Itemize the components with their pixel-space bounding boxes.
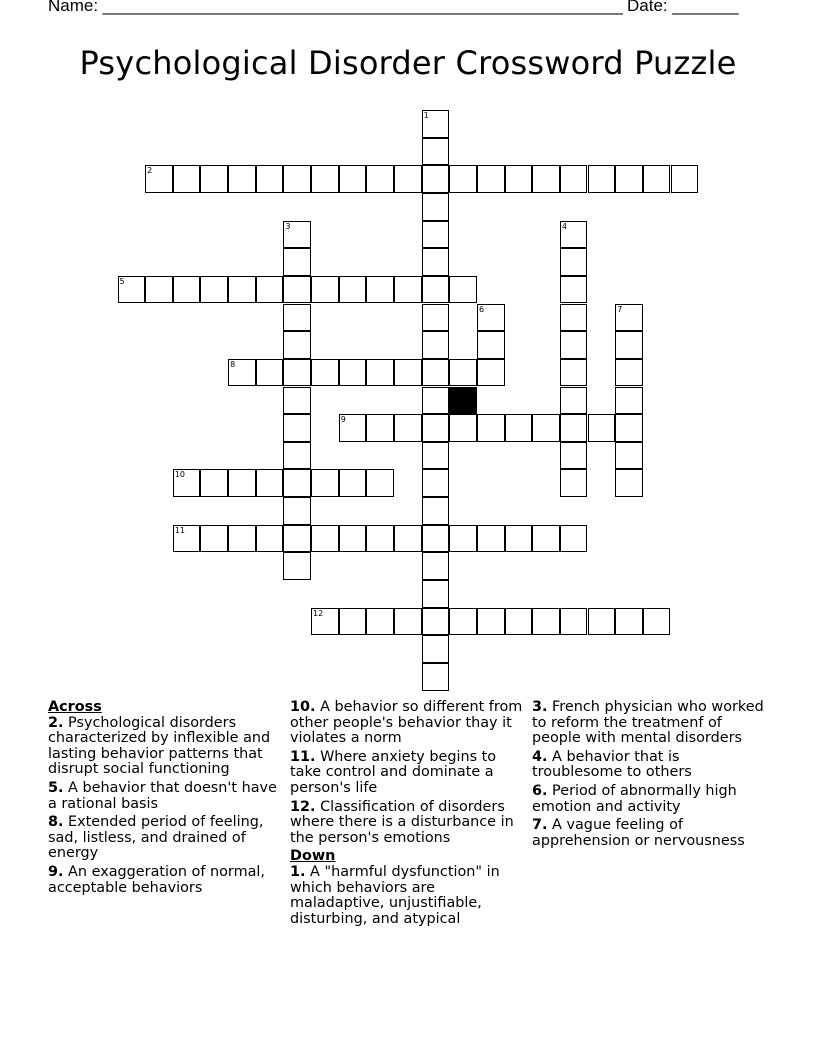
crossword-cell[interactable] — [560, 331, 588, 359]
crossword-cell[interactable] — [560, 608, 588, 636]
crossword-cell[interactable] — [145, 276, 173, 304]
name-field-line: Name: _______________________________________________________ — [48, 0, 623, 15]
crossword-cell[interactable] — [477, 304, 505, 332]
crossword-cell[interactable] — [200, 165, 228, 193]
cell-number: 6 — [478, 304, 485, 314]
crossword-cell[interactable] — [477, 525, 505, 553]
crossword-cell[interactable] — [422, 359, 450, 387]
clue-item — [532, 750, 772, 781]
crossword-cell[interactable] — [394, 359, 422, 387]
crossword-cell[interactable] — [311, 525, 339, 553]
crossword-cell[interactable] — [200, 276, 228, 304]
crossword-cell[interactable] — [339, 414, 367, 442]
crossword-cell[interactable] — [422, 110, 450, 138]
cell-number: 5 — [119, 276, 125, 286]
crossword-cell[interactable] — [560, 221, 588, 249]
crossword-cell[interactable] — [283, 497, 311, 525]
crossword-cell[interactable] — [422, 165, 450, 193]
crossword-cell[interactable] — [283, 469, 311, 497]
clue-number: 1. — [290, 863, 306, 880]
crossword-cell[interactable] — [588, 608, 616, 636]
clue-number: 12. — [290, 798, 316, 815]
crossword-cell[interactable] — [394, 414, 422, 442]
crossword-cell[interactable] — [256, 276, 284, 304]
clue-text: A behavior that is troublesome to others — [532, 748, 692, 781]
crossword-cell[interactable] — [422, 248, 450, 276]
crossword-cell[interactable] — [422, 608, 450, 636]
crossword-cell[interactable] — [228, 165, 256, 193]
crossword-cell[interactable] — [615, 608, 643, 636]
crossword-cell[interactable] — [283, 304, 311, 332]
clue-column-2 — [290, 700, 530, 930]
crossword-cell[interactable] — [422, 580, 450, 608]
crossword-cell[interactable] — [560, 165, 588, 193]
crossword-block-cell — [449, 387, 477, 415]
clue-number: 4. — [532, 748, 548, 765]
crossword-cell[interactable] — [283, 248, 311, 276]
crossword-cell[interactable] — [422, 276, 450, 304]
crossword-cell[interactable] — [200, 525, 228, 553]
crossword-cell[interactable] — [560, 469, 588, 497]
crossword-cell[interactable] — [560, 525, 588, 553]
crossword-cell[interactable] — [366, 276, 394, 304]
clue-text: Extended period of feeling, sad, listless, and drained of energy — [48, 814, 264, 862]
crossword-cell[interactable] — [643, 608, 671, 636]
clue-text: A "harmful dysfunction" in which behaviors are maladaptive, unjustifiable, disturbing, and atypical — [290, 863, 500, 927]
crossword-cell[interactable] — [615, 331, 643, 359]
crossword-cell[interactable] — [228, 276, 256, 304]
crossword-cell[interactable] — [283, 331, 311, 359]
crossword-cell[interactable] — [615, 359, 643, 387]
crossword-cell[interactable] — [422, 138, 450, 166]
crossword-cell[interactable] — [394, 525, 422, 553]
cell-number: 10 — [174, 470, 185, 480]
crossword-cell[interactable] — [560, 304, 588, 332]
clue-text: A behavior that doesn't have a rational basis — [48, 779, 277, 812]
crossword-cell[interactable] — [173, 276, 201, 304]
crossword-cell[interactable] — [339, 469, 367, 497]
crossword-cell[interactable] — [477, 359, 505, 387]
crossword-cell[interactable] — [615, 442, 643, 470]
crossword-cell[interactable] — [283, 359, 311, 387]
cell-number: 3 — [285, 221, 291, 231]
crossword-cell[interactable] — [532, 414, 560, 442]
crossword-cell[interactable] — [173, 525, 201, 553]
crossword-cell[interactable] — [283, 221, 311, 249]
cell-number: 2 — [147, 166, 153, 176]
crossword-cell[interactable] — [505, 608, 533, 636]
crossword-cell[interactable] — [477, 414, 505, 442]
crossword-cell[interactable] — [311, 276, 339, 304]
cell-number: 1 — [423, 111, 429, 120]
clue-section-heading: Across — [48, 699, 102, 715]
crossword-cell[interactable] — [283, 442, 311, 470]
crossword-cell[interactable] — [394, 276, 422, 304]
crossword-cell[interactable] — [366, 165, 394, 193]
clue-section-heading: Down — [290, 848, 336, 865]
clue-number: 11. — [290, 748, 316, 765]
crossword-cell[interactable] — [366, 608, 394, 636]
crossword-cell[interactable] — [449, 276, 477, 304]
cell-number: 4 — [561, 221, 567, 231]
crossword-cell[interactable] — [505, 525, 533, 553]
clue-number: 9. — [48, 863, 64, 880]
clue-text: Psychological disorders characterized by inflexible and lasting behavior patterns that disrupt social functioning — [48, 714, 271, 778]
clue-number: 2. — [48, 714, 64, 731]
crossword-cell[interactable] — [422, 331, 450, 359]
clue-item — [532, 784, 772, 815]
cell-number: 12 — [313, 608, 324, 618]
crossword-cell[interactable] — [311, 359, 339, 387]
clue-item — [290, 800, 530, 847]
crossword-cell[interactable] — [643, 165, 671, 193]
crossword-cell[interactable] — [339, 165, 367, 193]
crossword-cell[interactable] — [200, 469, 228, 497]
crossword-cell[interactable] — [311, 608, 339, 636]
crossword-cell[interactable] — [339, 525, 367, 553]
crossword-cell[interactable] — [394, 608, 422, 636]
clue-text: A behavior so different from other people's behavior thay it violates a norm — [290, 699, 523, 747]
crossword-cell[interactable] — [532, 608, 560, 636]
crossword-cell[interactable] — [449, 525, 477, 553]
clue-item — [532, 700, 772, 747]
crossword-cell[interactable] — [256, 469, 284, 497]
crossword-cell[interactable] — [505, 414, 533, 442]
crossword-cell[interactable] — [560, 276, 588, 304]
crossword-cell[interactable] — [422, 525, 450, 553]
crossword-cell[interactable] — [422, 193, 450, 221]
clue-item — [48, 716, 288, 778]
crossword-cell[interactable] — [422, 414, 450, 442]
clue-number: 8. — [48, 814, 64, 831]
crossword-cell[interactable] — [449, 414, 477, 442]
crossword-cell[interactable] — [560, 387, 588, 415]
clue-number: 3. — [532, 699, 548, 715]
cell-number: 7 — [617, 304, 623, 314]
clue-number: 10. — [290, 699, 316, 715]
clue-text: An exaggeration of normal, acceptable behaviors — [48, 863, 265, 896]
crossword-cell[interactable] — [588, 165, 616, 193]
crossword-cell[interactable] — [615, 387, 643, 415]
clue-number: 5. — [48, 779, 64, 796]
crossword-cell[interactable] — [283, 525, 311, 553]
crossword-cell[interactable] — [283, 414, 311, 442]
clue-item — [48, 815, 288, 862]
crossword-cell[interactable] — [366, 359, 394, 387]
crossword-cell[interactable] — [256, 359, 284, 387]
crossword-cell[interactable] — [311, 469, 339, 497]
clue-column-1 — [48, 700, 288, 899]
clue-text: A vague feeling of apprehension or nervousness — [532, 817, 745, 849]
crossword-cell[interactable] — [366, 525, 394, 553]
clue-item — [290, 750, 530, 797]
clue-text: Where anxiety begins to take control and dominate a person's life — [290, 748, 497, 796]
clue-text: French physician who worked to reform the treatmenf of people with mental disorders — [532, 699, 764, 747]
crossword-cell[interactable] — [671, 165, 699, 193]
crossword-cell[interactable] — [422, 635, 450, 663]
clue-text: Classification of disorders where there is a disturbance in the person's emotions — [290, 798, 514, 846]
clue-item — [290, 700, 530, 747]
crossword-cell[interactable] — [449, 608, 477, 636]
crossword-cell[interactable] — [283, 165, 311, 193]
crossword-cell[interactable] — [339, 359, 367, 387]
date-field-line: Date: _______ — [627, 0, 739, 15]
clue-item — [48, 781, 288, 812]
clue-number: 6. — [532, 782, 548, 799]
crossword-cell[interactable] — [449, 165, 477, 193]
cell-number: 8 — [230, 359, 236, 369]
crossword-cell[interactable] — [256, 165, 284, 193]
crossword-cell[interactable] — [477, 165, 505, 193]
crossword-cell[interactable] — [615, 165, 643, 193]
crossword-cell[interactable] — [477, 331, 505, 359]
crossword-cell[interactable] — [422, 663, 450, 691]
cell-number: 11 — [174, 525, 185, 535]
crossword-cell[interactable] — [477, 608, 505, 636]
crossword-cell[interactable] — [173, 165, 201, 193]
crossword-cell[interactable] — [283, 552, 311, 580]
crossword-cell[interactable] — [283, 276, 311, 304]
crossword-cell[interactable] — [422, 304, 450, 332]
crossword-cell[interactable] — [615, 304, 643, 332]
clue-column-3 — [532, 700, 772, 852]
crossword-cell[interactable] — [422, 221, 450, 249]
crossword-cell[interactable] — [505, 165, 533, 193]
clue-item — [532, 818, 772, 849]
crossword-cell[interactable] — [283, 387, 311, 415]
crossword-cell[interactable] — [560, 359, 588, 387]
crossword-cell[interactable] — [118, 276, 146, 304]
crossword-cell[interactable] — [615, 414, 643, 442]
crossword-cell[interactable] — [339, 276, 367, 304]
crossword-cell[interactable] — [311, 165, 339, 193]
crossword-cell[interactable] — [532, 165, 560, 193]
crossword-cell[interactable] — [422, 497, 450, 525]
crossword-cell[interactable] — [173, 469, 201, 497]
crossword-cell[interactable] — [394, 165, 422, 193]
crossword-cell[interactable] — [532, 525, 560, 553]
crossword-cell[interactable] — [228, 469, 256, 497]
clue-number: 7. — [532, 817, 548, 834]
crossword-cell[interactable] — [145, 165, 173, 193]
crossword-cell[interactable] — [560, 248, 588, 276]
crossword-cell[interactable] — [366, 414, 394, 442]
clue-item — [290, 865, 530, 927]
crossword-cell[interactable] — [422, 387, 450, 415]
crossword-cell[interactable] — [228, 359, 256, 387]
crossword-cell[interactable] — [422, 469, 450, 497]
crossword-cell[interactable] — [366, 469, 394, 497]
crossword-cell[interactable] — [422, 552, 450, 580]
clue-text: Period of abnormally high emotion and activity — [532, 782, 737, 815]
crossword-cell[interactable] — [615, 469, 643, 497]
crossword-cell[interactable] — [588, 414, 616, 442]
clue-item — [48, 865, 288, 896]
crossword-cell[interactable] — [256, 525, 284, 553]
crossword-cell[interactable] — [449, 359, 477, 387]
page-title: Psychological Disorder Crossword Puzzle — [79, 44, 737, 82]
crossword-cell[interactable] — [339, 608, 367, 636]
crossword-cell[interactable] — [560, 414, 588, 442]
cell-number: 9 — [340, 415, 346, 425]
crossword-cell[interactable] — [560, 442, 588, 470]
crossword-cell[interactable] — [422, 442, 450, 470]
crossword-cell[interactable] — [228, 525, 256, 553]
